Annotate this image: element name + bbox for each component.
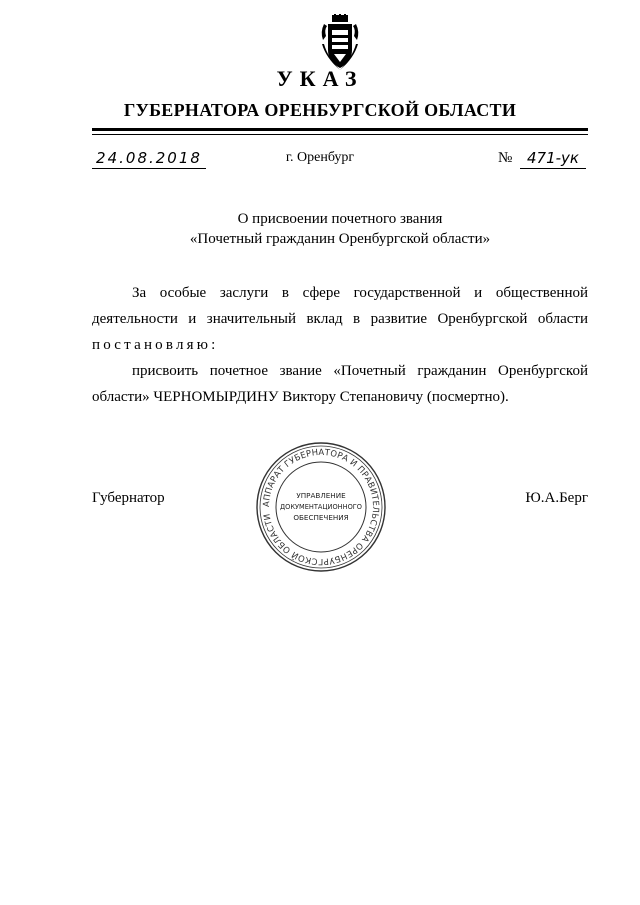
body-paragraph-1-line-1: За особые заслуги в сфере государственной и общественной [132,285,588,301]
body-paragraph-1-line-2: деятельности и значительный вклад в развитие Оренбургской области [92,311,588,327]
signatory-name: Ю.А.Берг [525,490,588,506]
body-paragraph-2-line-2: области» ЧЕРНОМЫРДИНУ Виктору Степановичу (посмертно). [92,389,509,405]
official-seal [254,440,388,574]
seal-line-2: ДОКУМЕНТАЦИОННОГО [280,503,362,511]
document-number: 471-ук [520,148,586,169]
document-title-line-1: О присвоении почетного звания [237,211,443,227]
number-sign: № [498,150,513,166]
signatory-position: Губернатор [92,490,165,506]
coat-of-arms-icon [318,14,362,70]
document-date: 24.08.2018 [92,148,206,169]
document-issuer: ГУБЕРНАТОРА ОРЕНБУРГСКОЙ ОБЛАСТИ [123,100,517,120]
seal-ring-text: АППАРАТ ГУБЕРНАТОРА И ПРАВИТЕЛЬСТВА ОРЕНБУРГСКОЙ ОБЛАСТИ [261,447,381,567]
seal-line-1: УПРАВЛЕНИЕ [296,491,346,500]
document-city: г. Оренбург [285,150,355,165]
document-title-line-2: «Почетный гражданин Оренбургской области» [189,231,491,247]
seal-line-3: ОБЕСПЕЧЕНИЯ [293,513,349,522]
document-type: УКАЗ [276,66,364,91]
body-paragraph-2-line-1: присвоить почетное звание «Почетный гражданин Оренбургской [132,363,588,379]
header-rule-thick [92,128,588,131]
body-paragraph-1-line-3: постановляю: [92,337,219,353]
header-rule-thin [92,134,588,135]
